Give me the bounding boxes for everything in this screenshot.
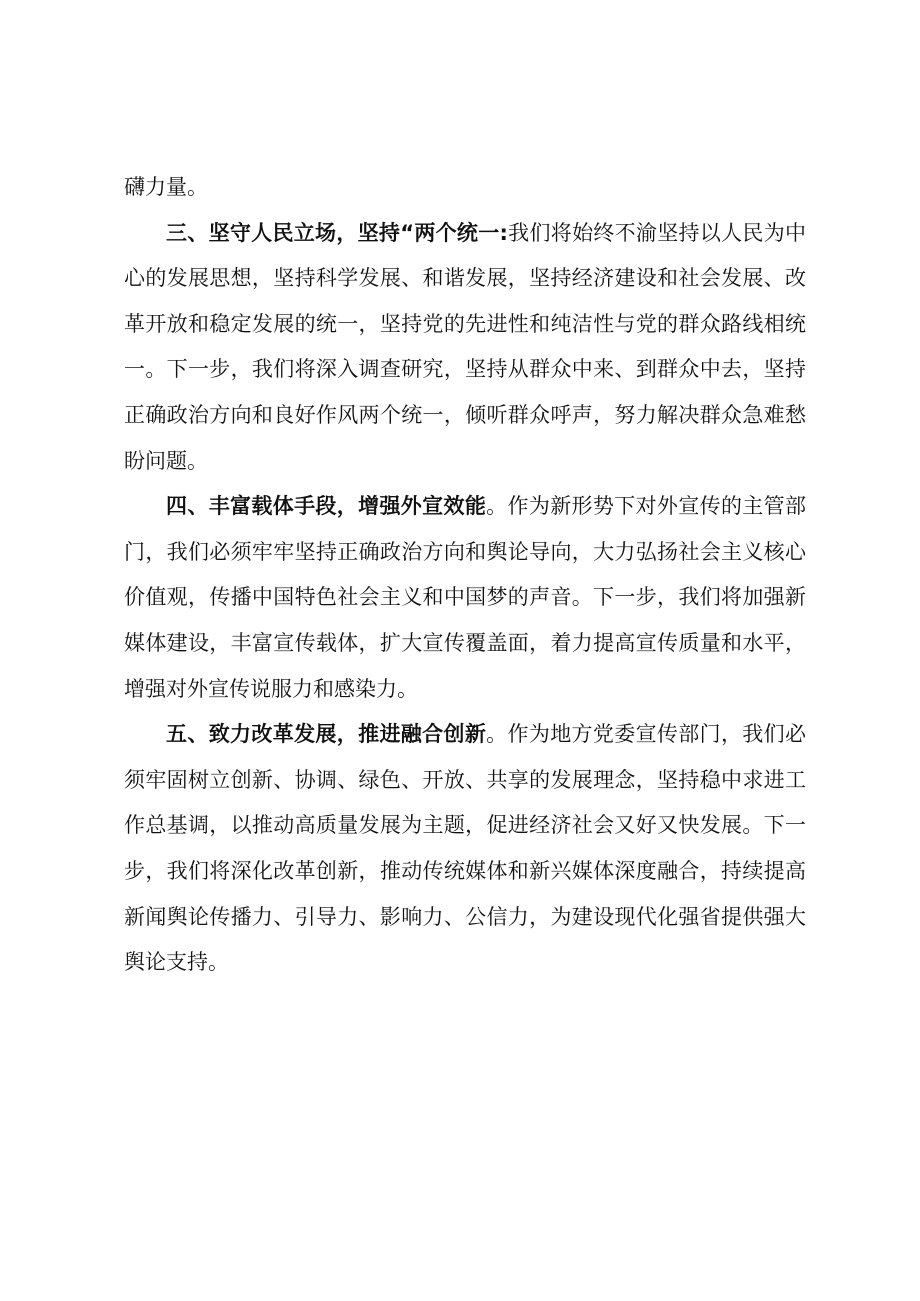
continuation-paragraph: 礴力量。	[124, 175, 208, 199]
section-heading-5: 五、致力改革发展，推进融合创新	[166, 722, 487, 747]
section-paragraph-4	[124, 484, 806, 712]
section-heading-3: 三、坚守人民立场，坚持“两个统一:	[166, 220, 508, 245]
document-body	[124, 165, 806, 986]
section-body-4: 。作为新形势下对外宣传的主管部门，我们必须牢牢坚持正确政治方向和舆论导向，大力弘扬社会主义核心价值观，传播中国特色社会主义和中国梦的声音。下一步，我们将加强新媒体建设，丰富宣传载体，扩大宣传覆盖面，着力提高宣传质量和水平，增强对外宣传说服力和感染力。	[124, 494, 806, 701]
section-body-3: 我们将始终不渝坚持以人民为中心的发展思想，坚持科学发展、和谐发展，坚持经济建设和社会发展、改革开放和稳定发展的统一，坚持党的先进性和纯洁性与党的群众路线相统一。下一步，我们将深入调查研究，坚持从群众中来、到群众中去，坚持正确政治方向和良好作风两个统一，倾听群众呼声，努力解决群众急难愁盼问题。	[124, 220, 806, 473]
section-body-5: 。作为地方党委宣传部门，我们必须牢固树立创新、协调、绿色、开放、共享的发展理念，坚持稳中求进工作总基调，以推动高质量发展为主题，促进经济社会又好又快发展。下一步，我们将深化改革创新，推动传统媒体和新兴媒体深度融合，持续提高新闻舆论传播力、引导力、影响力、公信力，为建设现代化强省提供强大舆论支持。	[124, 722, 806, 975]
section-paragraph-5	[124, 712, 806, 986]
section-paragraph-3	[124, 211, 806, 485]
section-heading-4: 四、丰富载体手段，增强外宣效能	[166, 494, 487, 519]
